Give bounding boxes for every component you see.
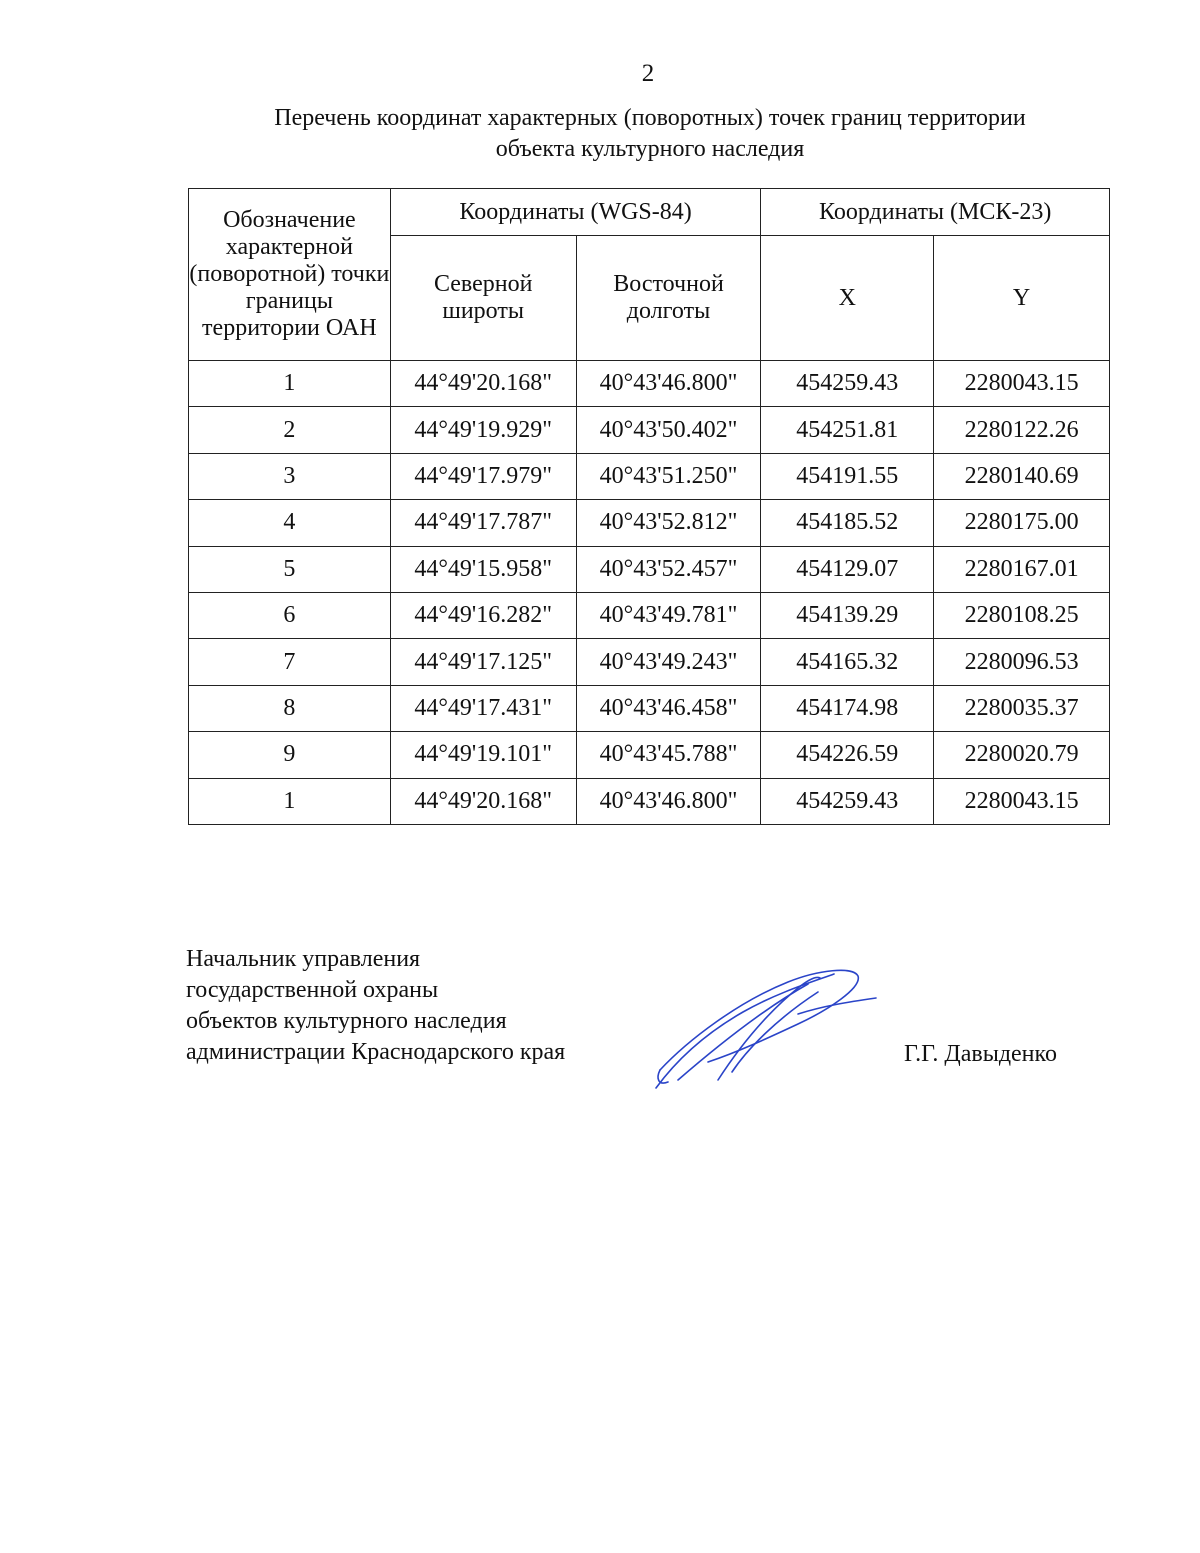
latitude-cell: 44°49'20.168" — [390, 778, 576, 824]
y-cell: 2280122.26 — [934, 407, 1110, 453]
header-x: X — [761, 236, 934, 361]
header-y: Y — [934, 236, 1110, 361]
y-cell: 2280140.69 — [934, 453, 1110, 499]
point-id: 2 — [189, 407, 391, 453]
point-id: 9 — [189, 732, 391, 778]
handwritten-signature — [648, 962, 884, 1096]
x-cell: 454259.43 — [761, 778, 934, 824]
header-north-latitude: Северной широты — [390, 236, 576, 361]
table-row — [189, 592, 1110, 638]
header-msk23: Координаты (МСК-23) — [761, 189, 1110, 236]
x-cell: 454129.07 — [761, 546, 934, 592]
latitude-cell: 44°49'17.125" — [390, 639, 576, 685]
position-line: администрации Краснодарского края — [186, 1039, 566, 1065]
signatory-position — [186, 944, 565, 1068]
table-row — [189, 546, 1110, 592]
point-id: 6 — [189, 592, 391, 638]
x-cell: 454226.59 — [761, 732, 934, 778]
x-cell: 454174.98 — [761, 685, 934, 731]
x-cell: 454185.52 — [761, 500, 934, 546]
latitude-cell: 44°49'17.787" — [390, 500, 576, 546]
point-id: 7 — [189, 639, 391, 685]
longitude-cell: 40°43'46.800" — [576, 778, 761, 824]
point-id: 3 — [189, 453, 391, 499]
y-cell: 2280020.79 — [934, 732, 1110, 778]
title-line-2: объекта культурного наследия — [495, 136, 805, 162]
x-cell: 454191.55 — [761, 453, 934, 499]
table-row — [189, 361, 1110, 407]
latitude-cell: 44°49'17.431" — [390, 685, 576, 731]
position-line: Начальник управления — [186, 946, 421, 972]
x-cell: 454259.43 — [761, 361, 934, 407]
longitude-cell: 40°43'46.458" — [576, 685, 761, 731]
latitude-cell: 44°49'19.101" — [390, 732, 576, 778]
longitude-cell: 40°43'46.800" — [576, 361, 761, 407]
longitude-cell: 40°43'52.457" — [576, 546, 761, 592]
latitude-cell: 44°49'17.979" — [390, 453, 576, 499]
x-cell: 454251.81 — [761, 407, 934, 453]
position-line: государственной охраны — [186, 977, 439, 1003]
signer-name: Г.Г. Давыденко — [904, 1041, 1057, 1067]
y-cell: 2280167.01 — [934, 546, 1110, 592]
y-cell: 2280175.00 — [934, 500, 1110, 546]
point-id: 4 — [189, 500, 391, 546]
latitude-cell: 44°49'16.282" — [390, 592, 576, 638]
longitude-cell: 40°43'52.812" — [576, 500, 761, 546]
longitude-cell: 40°43'51.250" — [576, 453, 761, 499]
x-cell: 454139.29 — [761, 592, 934, 638]
latitude-cell: 44°49'19.929" — [390, 407, 576, 453]
y-cell: 2280108.25 — [934, 592, 1110, 638]
table-row — [189, 407, 1110, 453]
table-row — [189, 500, 1110, 546]
point-id: 1 — [189, 778, 391, 824]
table-row — [189, 453, 1110, 499]
longitude-cell: 40°43'49.243" — [576, 639, 761, 685]
header-wgs84: Координаты (WGS-84) — [390, 189, 761, 236]
position-line: объектов культурного наследия — [186, 1008, 507, 1034]
y-cell: 2280043.15 — [934, 361, 1110, 407]
latitude-cell: 44°49'20.168" — [390, 361, 576, 407]
x-cell: 454165.32 — [761, 639, 934, 685]
page-number: 2 — [641, 60, 655, 87]
point-id: 8 — [189, 685, 391, 731]
coordinates-table — [188, 188, 1110, 825]
table-row — [189, 639, 1110, 685]
table-row — [189, 732, 1110, 778]
table-row — [189, 685, 1110, 731]
table-row — [189, 778, 1110, 824]
point-id: 1 — [189, 361, 391, 407]
header-east-longitude: Восточной долготы — [576, 236, 761, 361]
latitude-cell: 44°49'15.958" — [390, 546, 576, 592]
y-cell: 2280043.15 — [934, 778, 1110, 824]
y-cell: 2280096.53 — [934, 639, 1110, 685]
point-id: 5 — [189, 546, 391, 592]
title-line-1: Перечень координат характерных (поворотных) точек границ территории — [274, 105, 1026, 131]
y-cell: 2280035.37 — [934, 685, 1110, 731]
longitude-cell: 40°43'45.788" — [576, 732, 761, 778]
longitude-cell: 40°43'49.781" — [576, 592, 761, 638]
longitude-cell: 40°43'50.402" — [576, 407, 761, 453]
header-point-designation: Обозначение характерной (поворотной) точки границы территории ОАН — [189, 189, 391, 361]
document-title — [180, 103, 1120, 165]
